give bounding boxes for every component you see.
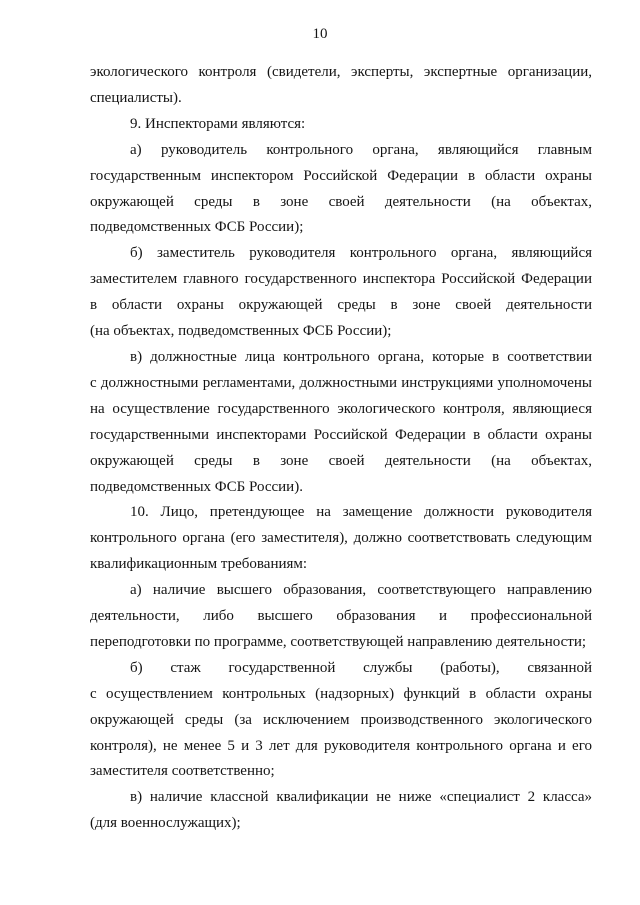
text-line: подведомственных ФСБ России). bbox=[90, 478, 303, 495]
document-body bbox=[90, 60, 592, 837]
text-line: контроля), не менее 5 и 3 лет для руководителя контрольного органа и его bbox=[90, 737, 592, 754]
text-line: государственным инспектором Российской Федерации в области охраны bbox=[90, 167, 592, 184]
paragraph bbox=[90, 578, 592, 656]
text-line: заместителя соответственно; bbox=[90, 763, 275, 780]
text-line: а) наличие высшего образования, соответствующего направлению bbox=[130, 582, 592, 599]
text-line: переподготовки по программе, соответствующей направлению деятельности; bbox=[90, 633, 587, 650]
text-line: с осуществлением контрольных (надзорных) функций в области охраны bbox=[90, 685, 592, 702]
text-line: окружающей среды в зоне своей деятельности (на объектах, bbox=[90, 452, 592, 469]
text-line: экологического контроля (свидетели, эксперты, экспертные организации, bbox=[90, 64, 592, 80]
text-line: в области охраны окружающей среды в зоне своей деятельности bbox=[90, 297, 592, 314]
paragraph bbox=[90, 656, 592, 786]
paragraph bbox=[90, 241, 592, 345]
text-line: б) заместитель руководителя контрольного органа, являющийся bbox=[130, 245, 592, 262]
text-line: заместителем главного государственного инспектора Российской Федерации bbox=[90, 271, 592, 288]
text-line: специалисты). bbox=[90, 89, 182, 106]
text-line: 10. Лицо, претендующее на замещение должности руководителя bbox=[130, 504, 592, 521]
paragraph bbox=[90, 785, 592, 837]
text-line: окружающей среды (за исключением производственного экологического bbox=[90, 711, 592, 728]
text-line: контрольного органа (его заместителя), должно соответствовать следующим bbox=[90, 530, 592, 547]
text-line: деятельности, либо высшего образования и профессиональной bbox=[90, 608, 592, 625]
paragraph bbox=[90, 500, 592, 578]
text-line: государственными инспекторами Российской Федерации в области охраны bbox=[90, 426, 592, 443]
text-line: с должностными регламентами, должностными инструкциями уполномочены bbox=[90, 374, 592, 391]
text-line: в) должностные лица контрольного органа, которые в соответствии bbox=[130, 348, 592, 365]
paragraph bbox=[90, 112, 592, 138]
text-line: б) стаж государственной службы (работы), связанной bbox=[130, 659, 592, 676]
text-line: (на объектах, подведомственных ФСБ России); bbox=[90, 323, 392, 340]
text-line: на осуществление государственного экологического контроля, являющиеся bbox=[90, 400, 592, 417]
text-line: в) наличие классной квалификации не ниже «специалист 2 класса» bbox=[130, 789, 592, 806]
paragraph bbox=[90, 138, 592, 242]
text-line: (для военнослужащих); bbox=[90, 815, 241, 832]
page-number: 10 bbox=[312, 26, 328, 42]
text-line: окружающей среды в зоне своей деятельности (на объектах, bbox=[90, 193, 592, 210]
paragraph bbox=[90, 60, 592, 112]
text-line: а) руководитель контрольного органа, являющийся главным bbox=[130, 141, 592, 158]
text-line: квалификационным требованиям: bbox=[90, 556, 308, 573]
text-line: 9. Инспекторами являются: bbox=[130, 115, 306, 132]
text-line: подведомственных ФСБ России); bbox=[90, 219, 304, 236]
paragraph bbox=[90, 345, 592, 500]
